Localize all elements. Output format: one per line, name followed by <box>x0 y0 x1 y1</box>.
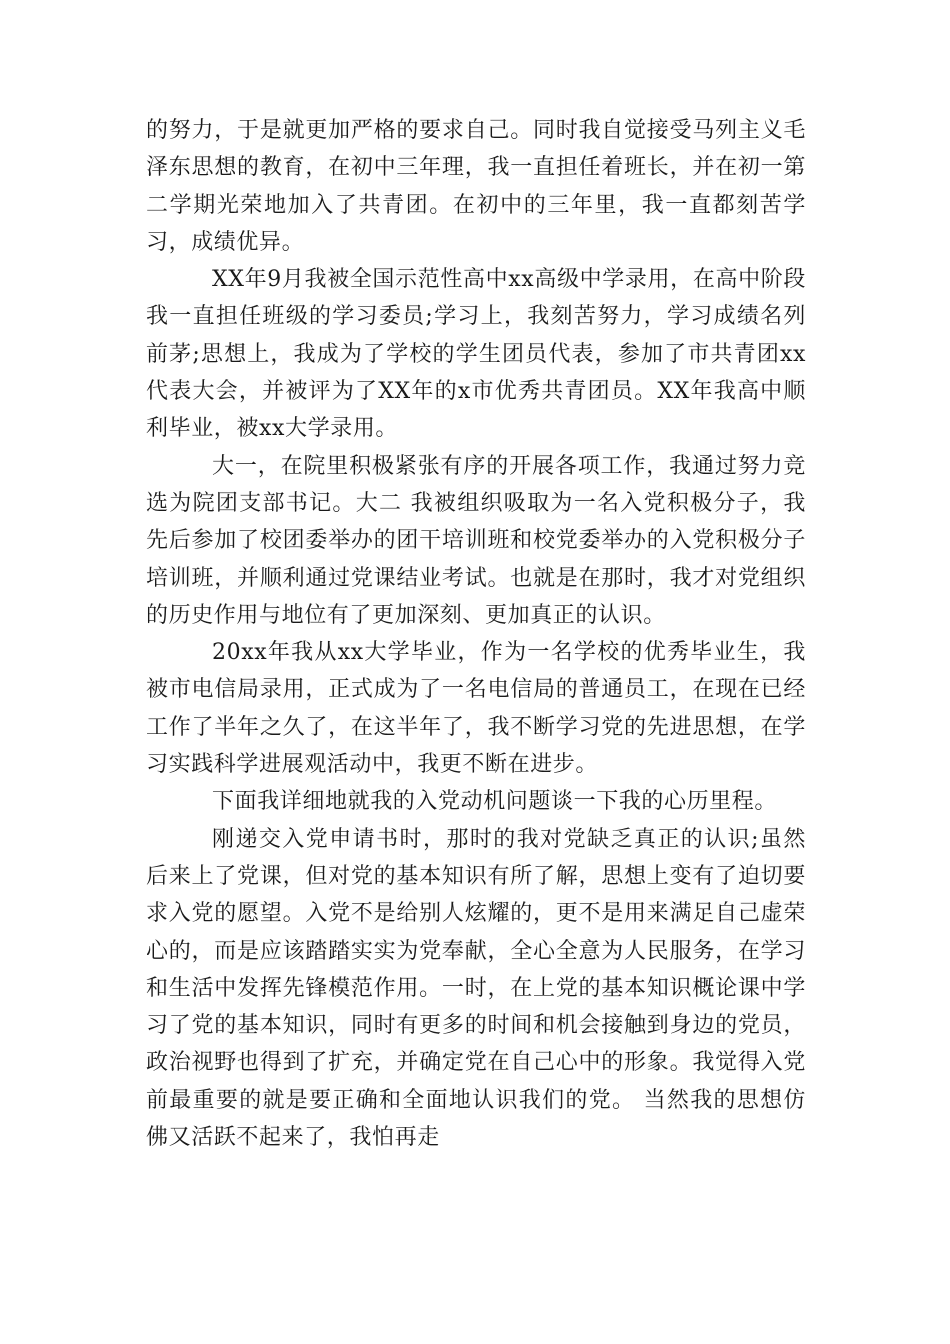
document-body <box>146 112 806 1156</box>
paragraph-5: 下面我详细地就我的入党动机问题谈一下我的心历里程。 <box>212 789 778 815</box>
paragraph-6: 刚递交入党申请书时，那时的我对党缺乏真正的认识;虽然后来上了党课，但对党的基本知识有所了解，思想上变有了迫切要求入党的愿望。入党不是给别人炫耀的，更不是用来满足自己虚荣心的，而是应该踏踏实实为党奉献，全心全意为人民服务，在学习和生活中发挥先锋模范作用。一时，在上党的基本知识概论课中学习了党的基本知识，同时有更多的时间和机会接触到身边的党员，政治视野也得到了扩充，并确定党在自己心中的形象。我觉得入党前最重要的就是要正确和全面地认识我们的党。 当然我的思想仿佛又活跃不起来了，我怕再走 <box>146 826 806 1151</box>
paragraph-1: 的努力，于是就更加严格的要求自己。同时我自觉接受马列主义毛泽东思想的教育，在初中三年理，我一直担任着班长，并在初一第二学期光荣地加入了共青团。在初中的三年里，我一直都刻苦学习，成绩优异。 <box>146 118 806 255</box>
paragraph-3: 大一，在院里积极紧张有序的开展各项工作，我通过努力竞选为院团支部书记。大二 我被组织吸取为一名入党积极分子，我先后参加了校团委举办的团干培训班和校党委举办的入党积极分子培训班，并顺利通过党课结业考试。也就是在那时，我才对党组织的历史作用与地位有了更加深刻、更加真正的认识。 <box>146 453 806 628</box>
paragraph-2: XX年9月我被全国示范性高中xx高级中学录用，在高中阶段我一直担任班级的学习委员;学习上，我刻苦努力，学习成绩名列前茅;思想上，我成为了学校的学生团员代表，参加了市共青团xx代表大会，并被评为了XX年的x市优秀共青团员。XX年我高中顺利毕业，被xx大学录用。 <box>146 267 806 442</box>
paragraph-4: 20xx年我从xx大学毕业，作为一名学校的优秀毕业生，我被市电信局录用，正式成为了一名电信局的普通员工，在现在已经工作了半年之久了，在这半年了，我不断学习党的先进思想，在学习实践科学进展观活动中，我更不断在进步。 <box>146 640 806 778</box>
